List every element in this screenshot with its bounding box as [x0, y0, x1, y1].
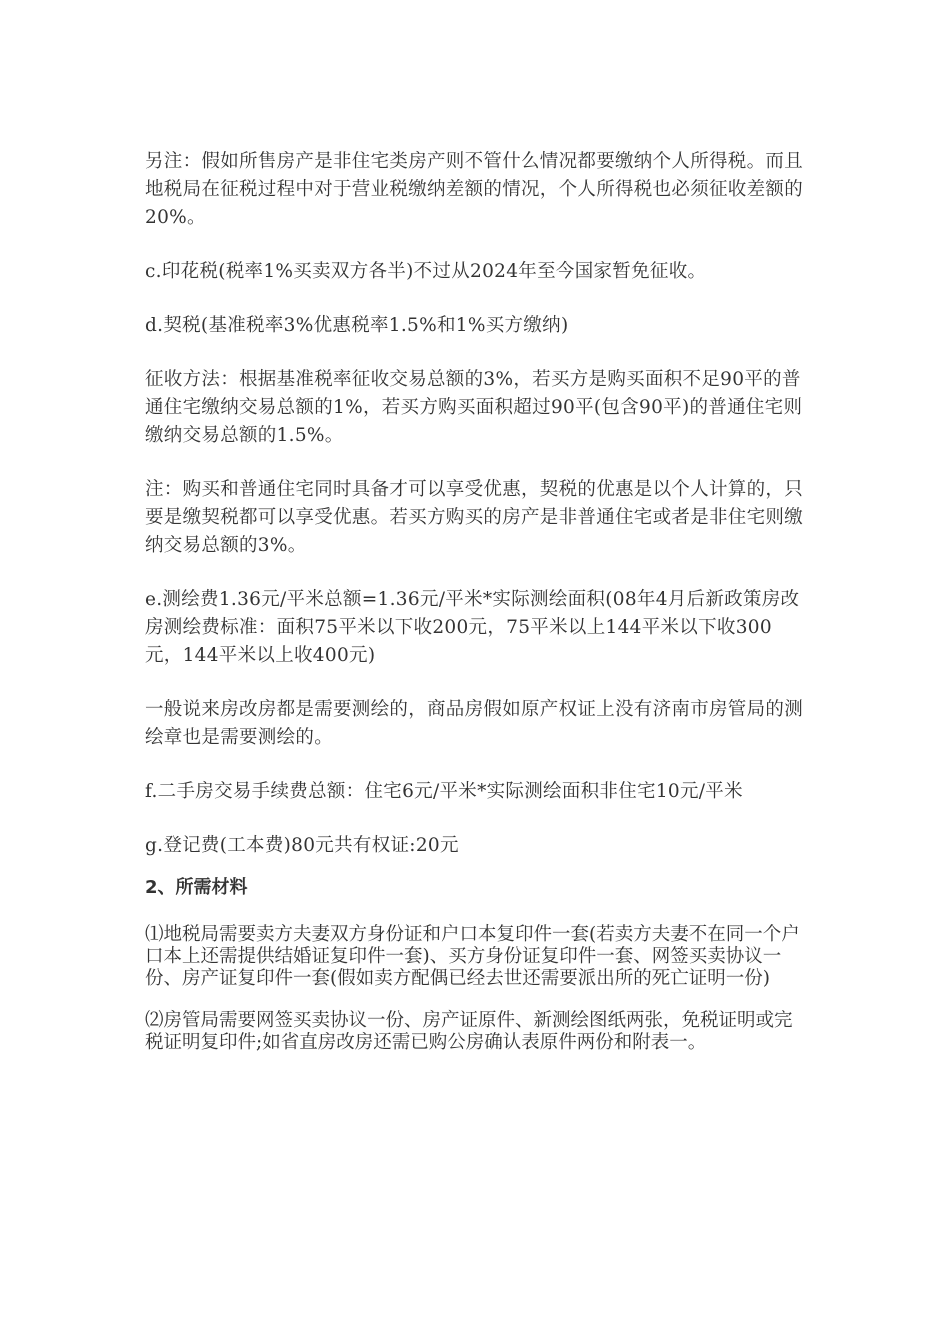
paragraph-registration-fee: g.登记费(工本费)80元共有权证:20元: [145, 835, 459, 856]
materials-item-housing-bureau: ⑵房管局需要网签买卖协议一份、房产证原件、新测绘图纸两张，免税证明或完税证明复印件;如省直房改房还需已购公房确认表原件两份和附表一。: [145, 1010, 793, 1053]
materials-item-tax-bureau: ⑴地税局需要卖方夫妻双方身份证和户口本复印件一套(若卖方夫妻不在同一个户口本上还需提供结婚证复印件一套)、买方身份证复印件一套、网签买卖协议一份、房产证复印件一套(假如卖方配偶已经去世还需要派出所的死亡证明一份): [145, 924, 800, 989]
paragraph-deed-tax: d.契税(基准税率3%优惠税率1.5%和1%买方缴纳): [145, 315, 569, 336]
document-body: [145, 148, 805, 1054]
section-heading-materials: 2、所需材料: [145, 877, 248, 898]
paragraph-survey-fee: e.测绘费1.36元/平米总额=1.36元/平米*实际测绘面积(08年4月后新政策房改房测绘费标准：面积75平米以下收200元，75平米以上144平米以下收300元，144平米以上收400元): [145, 589, 800, 666]
paragraph-note-deed-tax: 注：购买和普通住宅同时具备才可以享受优惠，契税的优惠是以个人计算的，只要是缴契税都可以享受优惠。若买方购买的房产是非普通住宅或者是非住宅则缴纳交易总额的3%。: [145, 479, 804, 556]
paragraph-stamp-tax: c.印花税(税率1%买卖双方各半)不过从2024年至今国家暂免征收。: [145, 261, 707, 282]
paragraph-note-income-tax: 另注：假如所售房产是非住宅类房产则不管什么情况都要缴纳个人所得税。而且地税局在征税过程中对于营业税缴纳差额的情况，个人所得税也必须征收差额的20%。: [145, 151, 804, 228]
paragraph-survey-general: 一般说来房改房都是需要测绘的，商品房假如原产权证上没有济南市房管局的测绘章也是需要测绘的。: [145, 699, 804, 748]
paragraph-transaction-fee: f.二手房交易手续费总额：住宅6元/平米*实际测绘面积非住宅10元/平米: [145, 781, 743, 802]
paragraph-collection-method: 征收方法：根据基准税率征收交易总额的3%，若买方是购买面积不足90平的普通住宅缴纳交易总额的1%，若买方购买面积超过90平(包含90平)的普通住宅则缴纳交易总额的1.5%。: [145, 369, 803, 446]
